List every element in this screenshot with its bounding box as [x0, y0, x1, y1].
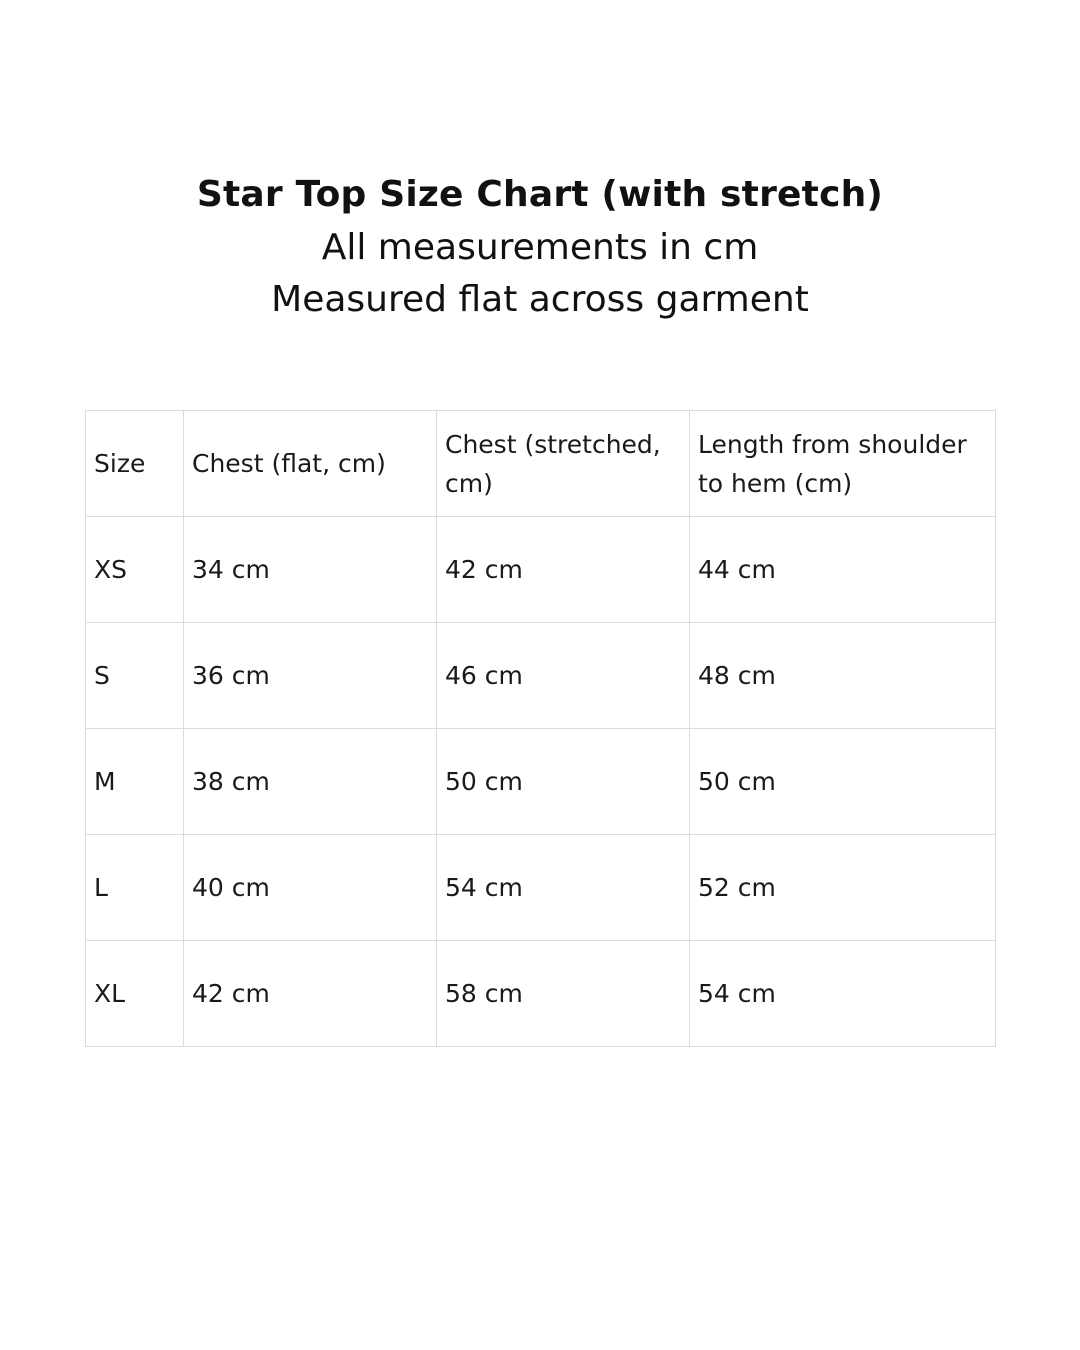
header-size: Size [86, 411, 184, 517]
table-row [86, 623, 996, 729]
cell-size: M [86, 729, 184, 835]
cell-size: XL [86, 941, 184, 1047]
table-header-row [86, 411, 996, 517]
cell-length: 44 cm [690, 517, 996, 623]
table-row [86, 835, 996, 941]
cell-length: 48 cm [690, 623, 996, 729]
measurement-note: Measured flat across garment [271, 279, 809, 320]
cell-chest-flat: 36 cm [184, 623, 437, 729]
cell-chest-flat: 40 cm [184, 835, 437, 941]
header-chest-flat: Chest (flat, cm) [184, 411, 437, 517]
cell-chest-stretched: 46 cm [437, 623, 690, 729]
header-length: Length from shoulder to hem (cm) [690, 411, 996, 517]
units-note: All measurements in cm [321, 227, 759, 268]
cell-chest-stretched: 58 cm [437, 941, 690, 1047]
cell-size: S [86, 623, 184, 729]
table-row [86, 517, 996, 623]
header-chest-stretched: Chest (stretched, cm) [437, 411, 690, 517]
table-row [86, 941, 996, 1047]
cell-chest-flat: 38 cm [184, 729, 437, 835]
table-row [86, 729, 996, 835]
cell-chest-stretched: 42 cm [437, 517, 690, 623]
cell-length: 52 cm [690, 835, 996, 941]
cell-size: L [86, 835, 184, 941]
cell-chest-stretched: 50 cm [437, 729, 690, 835]
cell-length: 54 cm [690, 941, 996, 1047]
chart-heading [0, 168, 1080, 326]
size-chart-table [85, 410, 996, 1047]
cell-chest-stretched: 54 cm [437, 835, 690, 941]
page-title: Star Top Size Chart (with stretch) [196, 174, 884, 215]
cell-chest-flat: 42 cm [184, 941, 437, 1047]
cell-chest-flat: 34 cm [184, 517, 437, 623]
cell-length: 50 cm [690, 729, 996, 835]
cell-size: XS [86, 517, 184, 623]
